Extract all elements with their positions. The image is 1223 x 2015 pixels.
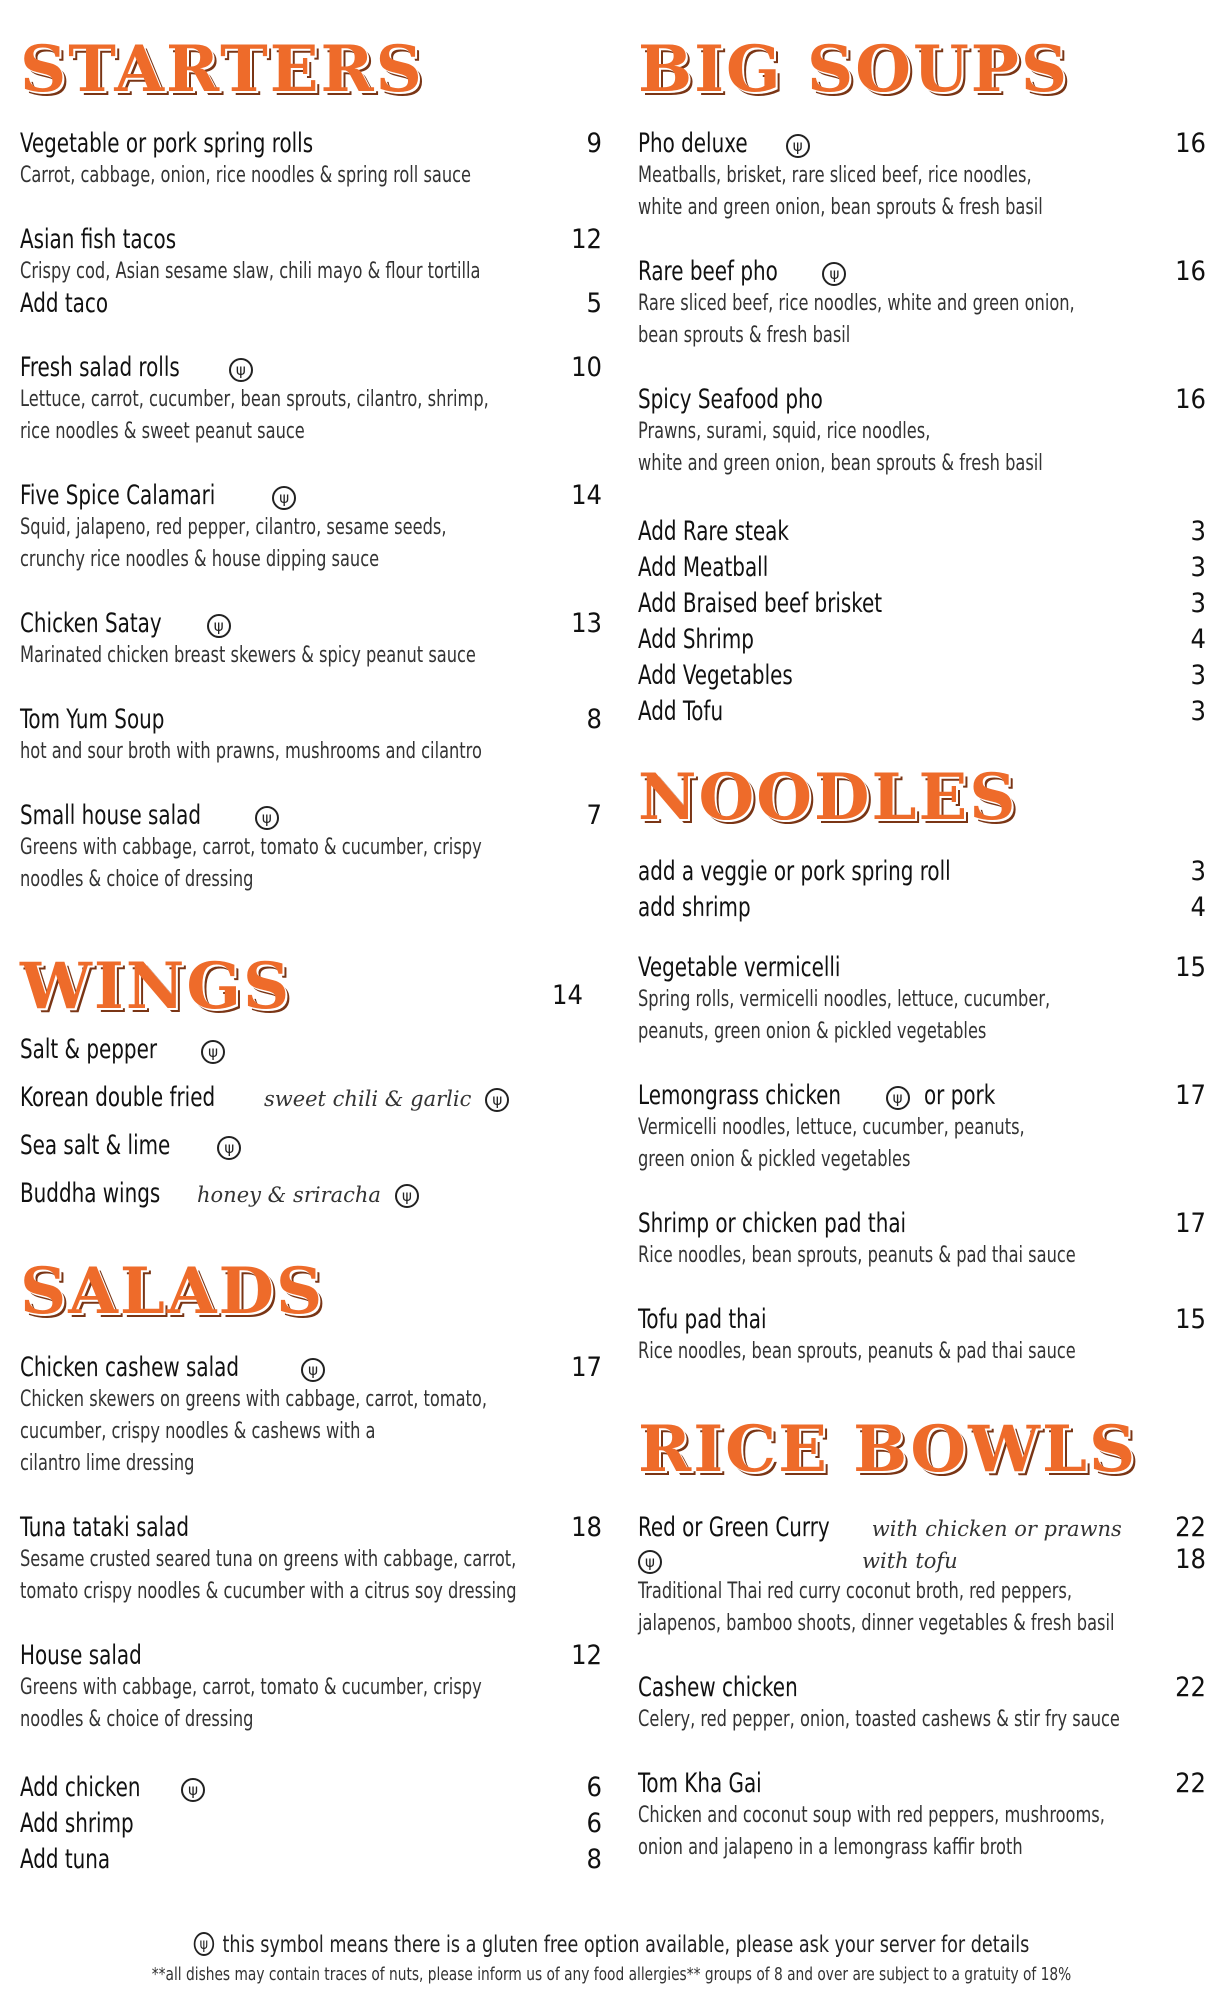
item-note: sweet chili & garlic	[263, 1087, 472, 1111]
item-desc: hot and sour broth with prawns, mushrooms and cilantro	[20, 739, 482, 764]
item-desc: Greens with cabbage, carrot, tomato & cucumber, crispy	[20, 1675, 482, 1700]
item-desc: cucumber, crispy noodles & cashews with a	[20, 1419, 376, 1444]
item-price: 8	[586, 704, 602, 735]
item-price: 12	[571, 224, 602, 255]
item-name: Small house salad	[20, 800, 202, 831]
addon-list	[20, 1772, 602, 1880]
section-title-wings: WINGS	[20, 949, 292, 1024]
gluten-free-icon: ψ	[638, 1550, 662, 1574]
gluten-free-icon: ψ	[822, 262, 846, 286]
item-desc: Meatballs, brisket, rare sliced beef, rice noodles,	[638, 163, 1032, 188]
menu-item	[638, 952, 1206, 1048]
wing-flavor	[20, 1130, 602, 1162]
menu-item	[638, 1672, 1206, 1736]
menu-item	[638, 1512, 1206, 1640]
item-name: Lemongrass chicken	[638, 1080, 842, 1111]
item-price: 12	[571, 1640, 602, 1671]
item-desc: Spring rolls, vermicelli noodles, lettuce, cucumber,	[638, 987, 1051, 1012]
item-desc: Prawns, surami, squid, rice noodles,	[638, 419, 931, 444]
item-name: Chicken cashew salad	[20, 1352, 239, 1383]
addon-price: 8	[586, 1844, 602, 1875]
section-title-salads: SALADS	[20, 1254, 325, 1329]
menu-item	[20, 1512, 602, 1608]
item-desc: jalapenos, bamboo shoots, dinner vegetables & fresh basil	[638, 1611, 1115, 1636]
menu-item	[20, 224, 602, 320]
wing-flavor	[20, 1034, 602, 1066]
item-name: Chicken Satay	[20, 608, 162, 639]
section-title-big-soups: BIG SOUPS	[638, 32, 1070, 107]
addon-name: Add Tofu	[638, 696, 724, 727]
item-price: 15	[1175, 952, 1206, 983]
item-desc: Rice noodles, bean sprouts, peanuts & pad thai sauce	[638, 1243, 1076, 1268]
menu-item	[20, 1352, 602, 1480]
addon-price: 4	[1190, 892, 1206, 923]
item-price: 7	[586, 800, 602, 831]
gluten-free-icon: ψ	[786, 134, 810, 158]
item-name: Cashew chicken	[638, 1672, 798, 1703]
item-desc: Carrot, cabbage, onion, rice noodles & spring roll sauce	[20, 163, 472, 188]
item-desc: white and green onion, bean sprouts & fresh basil	[638, 451, 1043, 476]
item-name: Korean double fried	[20, 1082, 216, 1113]
addon-price: 3	[1190, 696, 1206, 727]
item-name: Shrimp or chicken pad thai	[638, 1208, 907, 1239]
gluten-free-icon: ψ	[201, 1040, 225, 1064]
menu-item	[638, 1304, 1206, 1368]
item-desc: Sesame crusted seared tuna on greens with cabbage, carrot,	[20, 1547, 517, 1572]
menu-item	[20, 352, 602, 448]
item-desc: Chicken and coconut soup with red peppers, mushrooms,	[638, 1803, 1105, 1828]
item-desc: Crispy cod, Asian sesame slaw, chili mayo & flour tortilla	[20, 259, 481, 284]
menu-item	[20, 1640, 602, 1736]
item-name: Sea salt & lime	[20, 1130, 171, 1161]
menu-item	[20, 704, 602, 768]
item-desc: Rice noodles, bean sprouts, peanuts & pad thai sauce	[638, 1339, 1076, 1364]
addon-name: Add Rare steak	[638, 516, 789, 547]
item-price: 13	[571, 608, 602, 639]
item-desc: Squid, jalapeno, red pepper, cilantro, sesame seeds,	[20, 515, 447, 540]
gluten-free-icon: ψ	[217, 1136, 241, 1160]
wings-price: 14	[552, 980, 583, 1011]
addon-name: Add Shrimp	[638, 624, 754, 655]
addon-name: add a veggie or pork spring roll	[638, 856, 951, 887]
item-desc: Chicken skewers on greens with cabbage, carrot, tomato,	[20, 1387, 487, 1412]
item-desc: Greens with cabbage, carrot, tomato & cucumber, crispy	[20, 835, 482, 860]
addon-price: 3	[1190, 856, 1206, 887]
item-name: Rare beef pho	[638, 256, 778, 287]
item-desc: tomato crispy noodles & cucumber with a citrus soy dressing	[20, 1579, 517, 1604]
addon-price: 3	[1190, 588, 1206, 619]
gluten-free-note	[92, 1930, 1132, 1960]
item-name: Salt & pepper	[20, 1034, 158, 1065]
menu-item	[638, 1768, 1206, 1864]
allergy-note: **all dishes may contain traces of nuts, please inform us of any food allergies** groups of 8 and over are subject to a gratuity of 18%	[151, 1964, 1072, 1985]
item-name: Red or Green Curry	[638, 1512, 830, 1543]
item-price: 22	[1175, 1768, 1206, 1799]
addon-price: 3	[1190, 516, 1206, 547]
item-desc: rice noodles & sweet peanut sauce	[20, 419, 305, 444]
section-title-noodles: NOODLES	[638, 760, 1018, 835]
addon-price: 6	[586, 1772, 602, 1803]
item-price: 15	[1175, 1304, 1206, 1335]
menu-item	[20, 608, 602, 672]
gluten-free-icon: ψ	[255, 806, 279, 830]
item-name: Pho deluxe	[638, 128, 748, 159]
menu-item	[638, 384, 1206, 480]
item-desc: Traditional Thai red curry coconut broth, red peppers,	[638, 1579, 1073, 1604]
item-price: 16	[1175, 256, 1206, 287]
item-addon-name: Add taco	[20, 288, 109, 319]
addon-name: Add shrimp	[20, 1808, 134, 1839]
item-desc: noodles & choice of dressing	[20, 867, 254, 892]
addon-list	[638, 856, 1206, 928]
addon-name: Add Braised beef brisket	[638, 588, 883, 619]
item-price: 22	[1175, 1512, 1206, 1543]
item-price: 14	[571, 480, 602, 511]
item-note: with tofu	[862, 1549, 958, 1573]
item-price: 18	[1175, 1544, 1206, 1575]
gluten-free-icon: ψ	[395, 1184, 419, 1208]
item-name: Tom Yum Soup	[20, 704, 165, 735]
item-desc: green onion & pickled vegetables	[638, 1147, 911, 1172]
gluten-free-icon: ψ	[301, 1358, 325, 1382]
item-price: 17	[1175, 1080, 1206, 1111]
menu-item	[638, 256, 1206, 352]
item-price: 16	[1175, 384, 1206, 415]
gluten-free-icon: ψ	[886, 1086, 910, 1110]
item-desc: Rare sliced beef, rice noodles, white and green onion,	[638, 291, 1075, 316]
item-name: Asian fish tacos	[20, 224, 177, 255]
item-desc: Vermicelli noodles, lettuce, cucumber, peanuts,	[638, 1115, 1025, 1140]
gluten-free-icon: ψ	[194, 1932, 214, 1956]
menu-item	[638, 128, 1206, 224]
item-desc: crunchy rice noodles & house dipping sauce	[20, 547, 380, 572]
item-name: Tuna tataki salad	[20, 1512, 189, 1543]
item-name: Buddha wings	[20, 1178, 161, 1209]
addon-price: 3	[1190, 552, 1206, 583]
addon-name: Add chicken	[20, 1772, 141, 1803]
footer	[0, 1930, 1223, 1990]
item-desc: white and green onion, bean sprouts & fresh basil	[638, 195, 1043, 220]
addon-list	[638, 516, 1206, 732]
item-price: 18	[571, 1512, 602, 1543]
item-price: 16	[1175, 128, 1206, 159]
item-price: 10	[571, 352, 602, 383]
item-price: 22	[1175, 1672, 1206, 1703]
item-name: Five Spice Calamari	[20, 480, 216, 511]
item-name: Tom Kha Gai	[638, 1768, 762, 1799]
addon-name: Add Vegetables	[638, 660, 793, 691]
item-name-suffix: or pork	[923, 1080, 995, 1111]
item-desc: bean sprouts & fresh basil	[638, 323, 851, 348]
item-desc: cilantro lime dressing	[20, 1451, 195, 1476]
item-desc: Celery, red pepper, onion, toasted cashews & stir fry sauce	[638, 1707, 1120, 1732]
item-name: Tofu pad thai	[638, 1304, 767, 1335]
section-title-rice-bowls: RICE BOWLS	[638, 1412, 1138, 1487]
item-name: Vegetable or pork spring rolls	[20, 128, 314, 159]
gluten-free-icon: ψ	[181, 1778, 205, 1802]
wing-flavor	[20, 1082, 602, 1114]
gluten-free-icon: ψ	[229, 358, 253, 382]
gluten-free-icon: ψ	[207, 614, 231, 638]
item-price: 17	[1175, 1208, 1206, 1239]
addon-name: add shrimp	[638, 892, 751, 923]
menu-item	[20, 480, 602, 576]
menu-item	[20, 800, 602, 896]
addon-price: 6	[586, 1808, 602, 1839]
item-note: with chicken or prawns	[871, 1517, 1122, 1541]
gluten-free-icon: ψ	[485, 1088, 509, 1112]
addon-name: Add tuna	[20, 1844, 111, 1875]
menu-item	[638, 1208, 1206, 1272]
menu-item	[638, 1080, 1206, 1176]
item-desc: Marinated chicken breast skewers & spicy peanut sauce	[20, 643, 476, 668]
item-desc: peanuts, green onion & pickled vegetables	[638, 1019, 987, 1044]
item-desc: noodles & choice of dressing	[20, 1707, 254, 1732]
item-price: 17	[571, 1352, 602, 1383]
addon-price: 4	[1190, 624, 1206, 655]
item-name: House salad	[20, 1640, 142, 1671]
item-addon-price: 5	[586, 288, 602, 319]
item-name: Fresh salad rolls	[20, 352, 180, 383]
wing-flavor	[20, 1178, 602, 1210]
gluten-free-note-text: this symbol means there is a gluten free option available, please ask your server for details	[222, 1932, 1030, 1958]
item-desc: Lettuce, carrot, cucumber, bean sprouts, cilantro, shrimp,	[20, 387, 489, 412]
item-name: Spicy Seafood pho	[638, 384, 823, 415]
menu-item	[20, 128, 602, 192]
section-title-starters: STARTERS	[20, 32, 424, 107]
item-price: 9	[586, 128, 602, 159]
addon-price: 3	[1190, 660, 1206, 691]
item-name: Vegetable vermicelli	[638, 952, 841, 983]
addon-name: Add Meatball	[638, 552, 769, 583]
item-desc: onion and jalapeno in a lemongrass kaffir broth	[638, 1835, 1023, 1860]
gluten-free-icon: ψ	[272, 486, 296, 510]
item-note: honey & sriracha	[197, 1183, 381, 1207]
